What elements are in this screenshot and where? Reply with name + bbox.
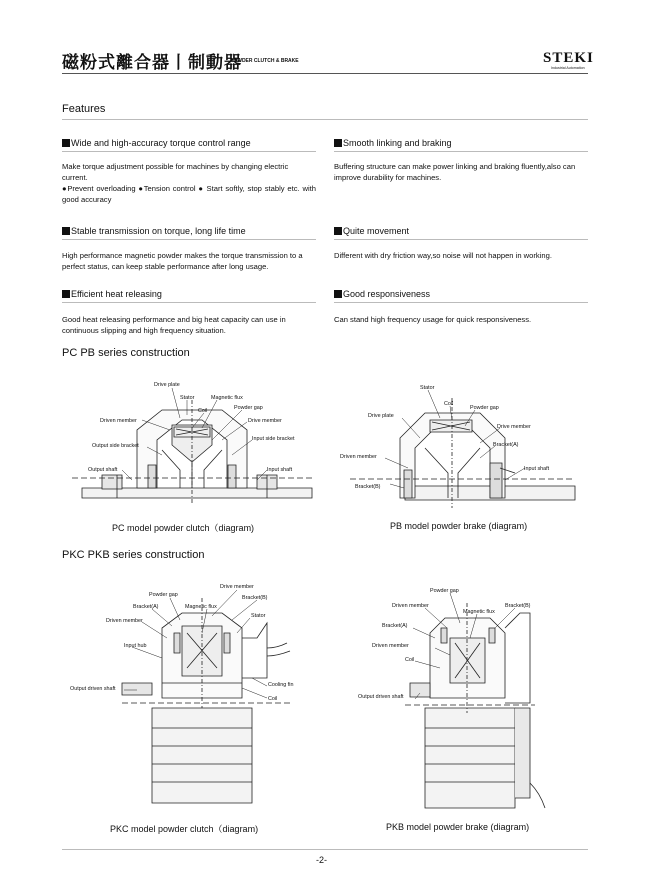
pkb-caption: PKB model powder brake (diagram) [386, 822, 530, 832]
feature-title-5: Efficient heat releasing [62, 289, 162, 299]
pc-label-driven-member: Driven member [100, 418, 137, 424]
logo-subtitle: Industrial Automation [551, 66, 585, 70]
steki-logo [543, 50, 593, 72]
feature-rule [334, 239, 588, 240]
header-title-en: POWDER CLUTCH & BRAKE [230, 58, 299, 64]
pkc-label-bracket-a: Bracket(A) [133, 604, 159, 610]
pkc-label-stator: Stator [251, 613, 266, 619]
pkc-label-bracket-b: Bracket(B) [242, 595, 268, 601]
pkc-label-coil: Coil [268, 696, 278, 702]
feature-text-3: High performance magnetic powder makes the torque transmission to a perfect status, can keep stable performance after long usage. [62, 251, 303, 271]
pkb-label-driven-member: Driven member [392, 603, 429, 609]
pkc-label-magnetic-flux: Magnetic flux [185, 604, 217, 610]
footer-rule [62, 849, 588, 850]
feature-text-1b: ●Prevent overloading ●Tension control ● Start softly, stop stably etc. with good accuracy [62, 184, 316, 204]
feature-rule [62, 302, 316, 303]
square-bullet-icon [62, 139, 70, 147]
square-bullet-icon [334, 290, 342, 298]
pcpb-heading: PC PB series construction [62, 347, 190, 359]
pc-label-output-side-bracket: Output side bracket [92, 443, 139, 449]
pkb-label-bracket-a: Bracket(A) [382, 623, 408, 629]
feature-title-2: Smooth linking and braking [334, 138, 452, 148]
pkc-label-driven-member: Driven member [106, 618, 143, 624]
feature-text-4: Different with dry friction way,so noise will not happen in working. [334, 251, 552, 260]
feature-text-6: Can stand high frequency usage for quick responsiveness. [334, 315, 532, 324]
pkb-label-bracket-b: Bracket(B) [505, 603, 531, 609]
pkc-caption: PKC model powder clutch（diagram) [110, 824, 259, 834]
feature-title-3: Stable transmission on torque, long life time [62, 226, 246, 236]
pkb-label-coil: Coil [405, 657, 415, 663]
pkb-label-driven-member-2: Driven member [372, 643, 409, 649]
pb-brake-diagram [340, 378, 580, 510]
square-bullet-icon [334, 227, 342, 235]
pb-label-coil: Coil [444, 401, 454, 407]
page-number: -2- [316, 855, 327, 865]
pc-label-input-shaft: Input shaft [267, 467, 293, 473]
pc-label-drive-member: Drive member [248, 418, 282, 424]
pc-clutch-diagram [62, 370, 322, 510]
pkc-label-drive-member: Drive member [220, 584, 254, 590]
pkb-brake-diagram [355, 583, 585, 813]
pkc-label-input-hub: Input hub [124, 643, 147, 649]
pb-caption: PB model powder brake (diagram) [390, 521, 528, 531]
pb-label-input-shaft: Input shaft [524, 466, 550, 472]
pb-label-drive-plate: Drive plate [368, 413, 394, 419]
feature-text-2: Buffering structure can make power linking and braking fluently,also can improve durability for machines. [334, 162, 576, 182]
square-bullet-icon [62, 290, 70, 298]
pb-label-driven-member: Driven member [340, 454, 377, 460]
pb-label-bracket-b: Bracket(B) [355, 484, 381, 490]
pc-label-magnetic-flux: Magnetic flux [211, 395, 243, 401]
feature-rule [334, 302, 588, 303]
features-heading: Features [62, 103, 106, 115]
feature-title-6: Good responsiveness [334, 289, 430, 299]
pkcpkb-heading: PKC PKB series construction [62, 549, 205, 561]
pb-label-drive-member: Drive member [497, 424, 531, 430]
pc-caption: PC model powder clutch（diagram) [112, 523, 255, 533]
pb-label-bracket-a: Bracket(A) [493, 442, 519, 448]
features-rule [62, 119, 588, 120]
pc-label-coil: Coil [198, 408, 208, 414]
pc-label-input-side-bracket: Input side bracket [252, 436, 295, 442]
pkb-label-powder-gap: Powder gap [430, 588, 459, 594]
pkb-label-magnetic-flux: Magnetic flux [463, 609, 495, 615]
feature-rule [62, 239, 316, 240]
pb-label-powder-gap: Powder gap [470, 405, 499, 411]
logo-text: STEKI [543, 50, 594, 66]
feature-text-5: Good heat releasing performance and big heat capacity can use in continuous slipping and high frequency situation. [62, 315, 286, 335]
pc-label-output-shaft: Output shaft [88, 467, 118, 473]
pkb-label-output-driven-shaft: Output driven shaft [358, 694, 404, 700]
pc-label-stator: Stator [180, 395, 195, 401]
feature-rule [62, 151, 316, 152]
pkc-label-cooling-fin: Cooling fin [268, 682, 294, 688]
pc-label-powder-gap: Powder gap [234, 405, 263, 411]
header-rule [62, 73, 588, 74]
feature-rule [334, 151, 588, 152]
pc-label-drive-plate: Drive plate [154, 382, 180, 388]
pkc-clutch-diagram [62, 578, 312, 808]
feature-title-1: Wide and high-accuracy torque control range [62, 138, 251, 148]
header-title-cn: 磁粉式離合器丨制動器 [62, 53, 242, 73]
pb-label-stator: Stator [420, 385, 435, 391]
feature-title-4: Quite movement [334, 226, 409, 236]
square-bullet-icon [62, 227, 70, 235]
pkc-label-output-driven-shaft: Output driven shaft [70, 686, 116, 692]
square-bullet-icon [334, 139, 342, 147]
pkc-label-powder-gap: Powder gap [149, 592, 178, 598]
feature-text-1: Make torque adjustment possible for machines by changing electric current. [62, 162, 289, 182]
